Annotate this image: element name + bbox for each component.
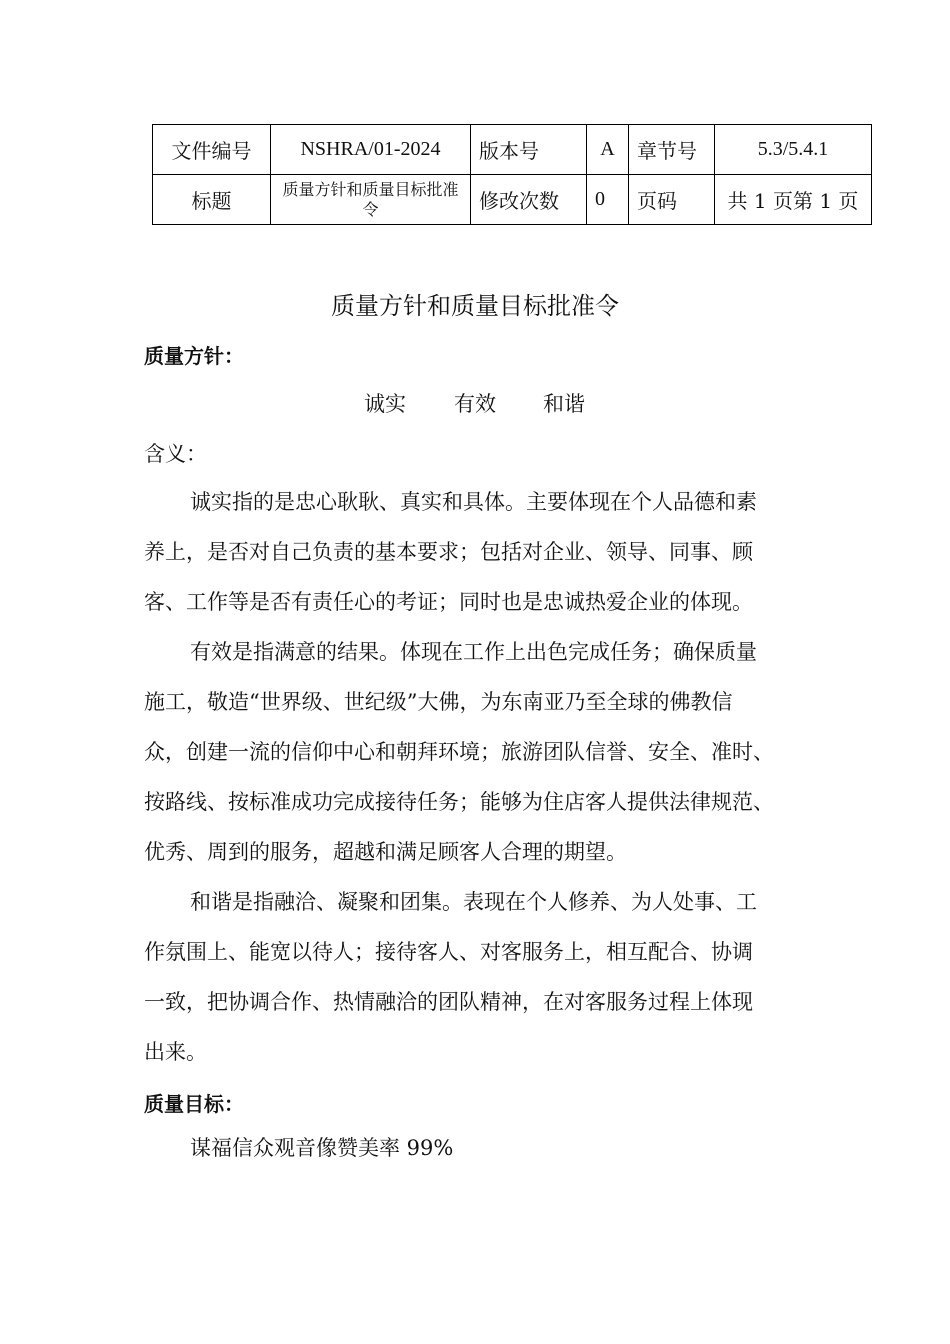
revision-label: 修改次数 <box>471 175 587 225</box>
paragraph-line: 施工，敬造“世界级、世纪级”大佛，为东南亚乃至全球的佛教信 <box>144 690 733 714</box>
doc-number-label: 文件编号 <box>153 125 271 175</box>
motto-harmony: 和谐 <box>543 392 585 416</box>
page-value: 共 1 页第 1 页 <box>715 175 872 225</box>
doc-number-value: NSHRA/01-2024 <box>271 125 471 175</box>
document-title: 质量方针和质量目标批准令 <box>331 292 619 320</box>
title-value-text: 质量方针和质量目标批准令 <box>282 179 459 219</box>
paragraph-harmony <box>144 877 834 1077</box>
version-value: A <box>587 125 629 175</box>
paragraph-line: 按路线、按标准成功完成接待任务；能够为住店客人提供法律规范、 <box>144 790 774 814</box>
paragraph-line: 优秀、周到的服务，超越和满足顾客人合理的期望。 <box>144 840 627 864</box>
paragraph-effectiveness <box>144 627 834 877</box>
paragraph-line: 出来。 <box>144 1040 207 1064</box>
title-label: 标题 <box>153 175 271 225</box>
meaning-label: 含义： <box>144 442 207 466</box>
paragraph-line: 诚实指的是忠心耿耿、真实和具体。主要体现在个人品德和素 <box>190 490 757 514</box>
objective-heading: 质量目标： <box>144 1092 244 1116</box>
policy-heading: 质量方针： <box>144 344 244 368</box>
paragraph-line: 有效是指满意的结果。体现在工作上出色完成任务；确保质量 <box>190 640 757 664</box>
document-header-table <box>152 124 872 225</box>
header-row-1 <box>153 125 872 175</box>
section-value: 5.3/5.4.1 <box>715 125 872 175</box>
objective-item: 谋福信众观音像赞美率 99% <box>190 1136 454 1160</box>
paragraph-line: 众，创建一流的信仰中心和朝拜环境；旅游团队信誉、安全、准时、 <box>144 740 774 764</box>
version-label: 版本号 <box>471 125 587 175</box>
paragraph-line: 和谐是指融洽、凝聚和团集。表现在个人修养、为人处事、工 <box>190 890 757 914</box>
paragraph-line: 养上，是否对自己负责的基本要求；包括对企业、领导、同事、顾 <box>144 540 753 564</box>
page-label: 页码 <box>629 175 715 225</box>
paragraph-line: 一致，把协调合作、热情融洽的团队精神，在对客服务过程上体现 <box>144 990 753 1014</box>
paragraph-line: 客、工作等是否有责任心的考证；同时也是忠诚热爱企业的体现。 <box>144 590 753 614</box>
paragraph-line: 作氛围上、能宽以待人；接待客人、对客服务上，相互配合、协调 <box>144 940 753 964</box>
title-value <box>271 175 471 225</box>
header-row-2 <box>153 175 872 225</box>
section-label: 章节号 <box>629 125 715 175</box>
motto-honesty: 诚实 <box>364 392 406 416</box>
motto-effectiveness: 有效 <box>454 392 496 416</box>
revision-value: 0 <box>587 175 629 225</box>
paragraph-honesty <box>144 477 834 627</box>
